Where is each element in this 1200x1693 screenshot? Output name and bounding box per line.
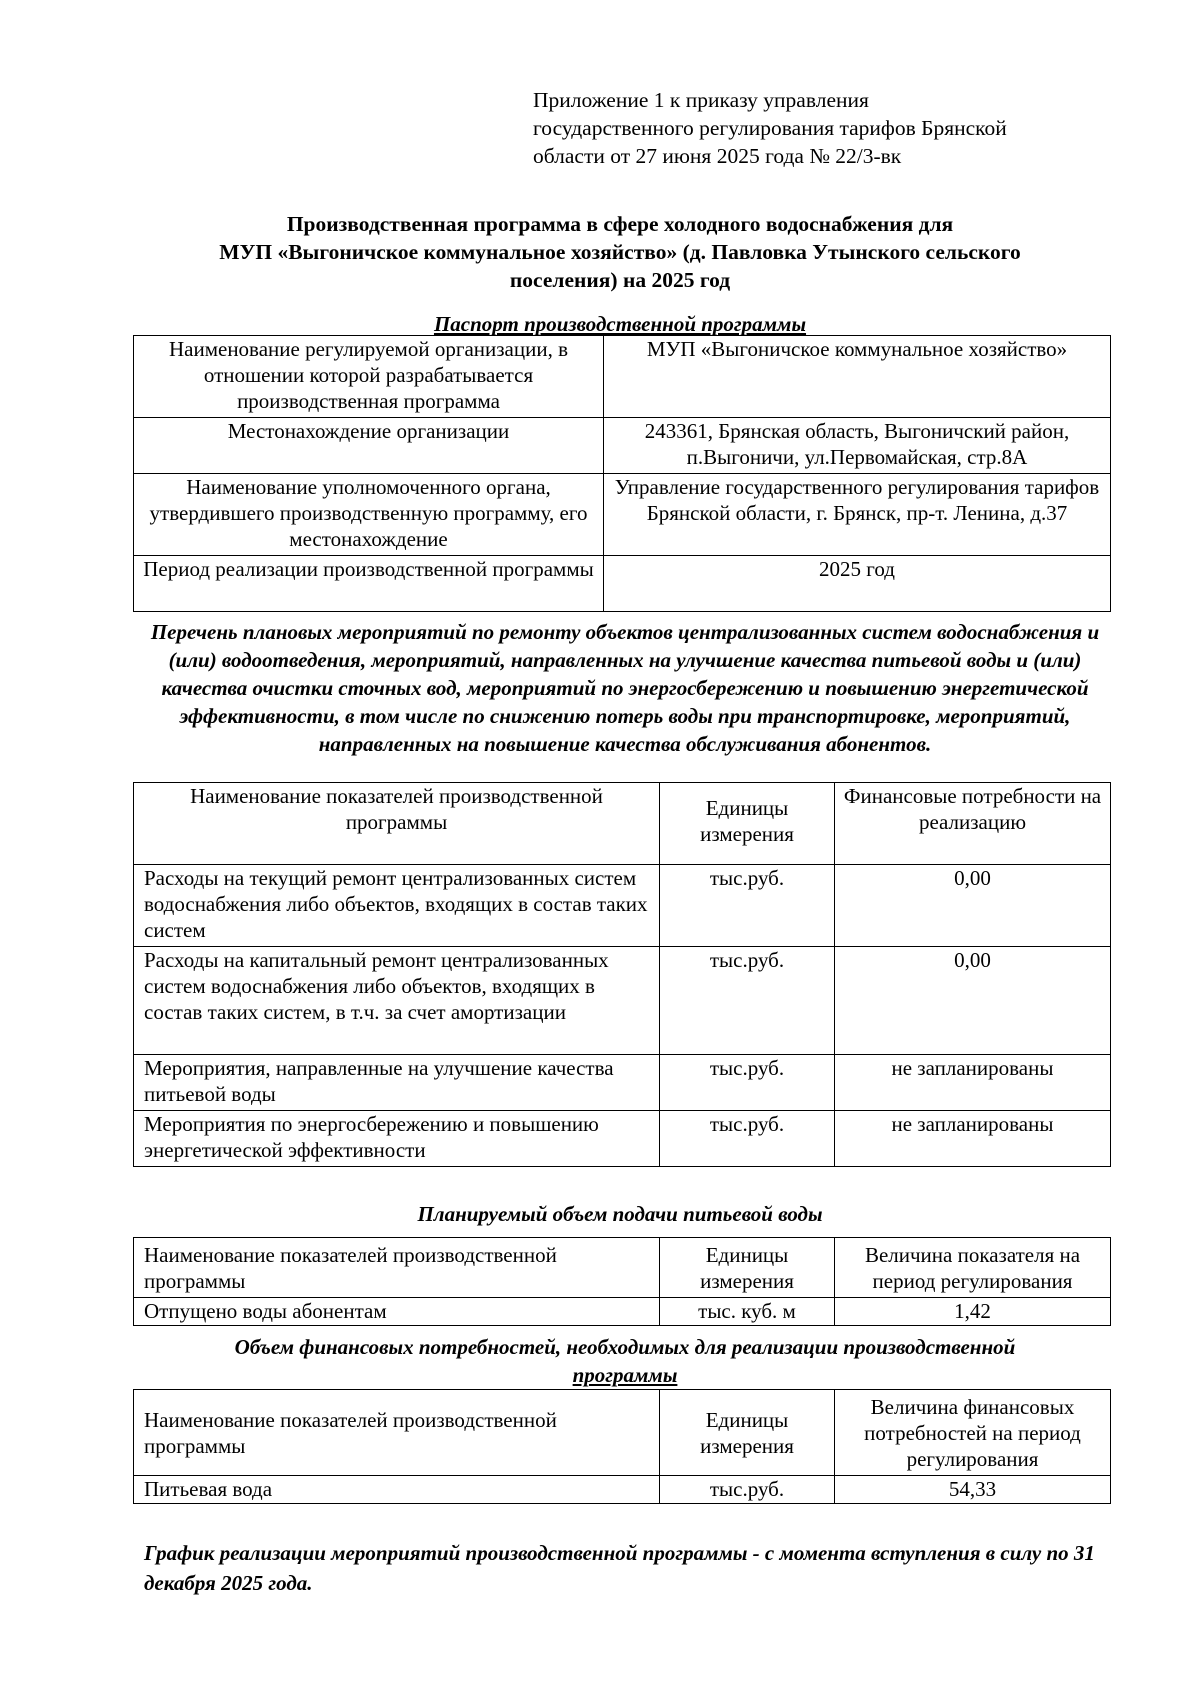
annex-reference (533, 86, 1093, 170)
passport-caption: Паспорт производственной программы (433, 312, 807, 336)
table-row (134, 1298, 1111, 1326)
supply-table (133, 1237, 1111, 1326)
measure-value: 0,00 (835, 947, 1111, 1055)
table-row (134, 418, 1111, 474)
annex-line: государственного регулирования тарифов Брянской (533, 116, 1007, 140)
measure-value: 0,00 (835, 865, 1111, 947)
measures-table (133, 782, 1111, 1167)
measure-name: Мероприятия по энергосбережению и повышению энергетической эффективности (134, 1111, 660, 1167)
finance-value: 54,33 (835, 1476, 1111, 1504)
passport-value: Управление государственного регулирования тарифов Брянской области, г. Брянск, пр-т. Ленина, д.37 (604, 474, 1111, 556)
header-name: Наименование показателей производственной программы (134, 1390, 660, 1476)
measure-name: Мероприятия, направленные на улучшение качества питьевой воды (134, 1055, 660, 1111)
header-value: Величина показателя на период регулирования (835, 1238, 1111, 1298)
table-row (134, 947, 1111, 1055)
annex-line: области от 27 июня 2025 года № 22/3-вк (533, 144, 902, 168)
passport-value: МУП «Выгоничское коммунальное хозяйство» (604, 336, 1111, 418)
header-unit: Единицы измерения (660, 783, 835, 865)
measure-unit: тыс.руб. (660, 865, 835, 947)
header-value: Величина финансовых потребностей на период регулирования (835, 1390, 1111, 1476)
measure-unit: тыс.руб. (660, 1055, 835, 1111)
passport-value: 243361, Брянская область, Выгоничский район, п.Выгоничи, ул.Первомайская, стр.8А (604, 418, 1111, 474)
table-row (134, 1055, 1111, 1111)
measure-value: не запланированы (835, 1055, 1111, 1111)
measure-value: не запланированы (835, 1111, 1111, 1167)
table-header-row (134, 1390, 1111, 1476)
supply-unit: тыс. куб. м (660, 1298, 835, 1326)
title-line: МУП «Выгоничское коммунальное хозяйство» (д. Павловка Утынского сельского (219, 240, 1021, 264)
annex-line: Приложение 1 к приказу управления (533, 88, 869, 112)
table-header-row (134, 783, 1111, 865)
header-name: Наименование показателей производственной программы (134, 1238, 660, 1298)
title-line: поселения) на 2025 год (509, 268, 731, 292)
document-title (130, 210, 1110, 294)
header-value: Финансовые потребности на реализацию (835, 783, 1111, 865)
measure-unit: тыс.руб. (660, 947, 835, 1055)
finance-unit: тыс.руб. (660, 1476, 835, 1504)
finance-caption: Объем финансовых потребностей, необходимых для реализации производственной программы (234, 1335, 1016, 1387)
supply-caption: Планируемый объем подачи питьевой воды (417, 1202, 823, 1226)
measure-unit: тыс.руб. (660, 1111, 835, 1167)
measure-name: Расходы на капитальный ремонт централизованных систем водоснабжения либо объектов, входящих в состав таких систем, в т.ч. за счет амортизации (134, 947, 660, 1055)
finance-table (133, 1389, 1111, 1504)
finance-name: Питьевая вода (134, 1476, 660, 1504)
supply-name: Отпущено воды абонентам (134, 1298, 660, 1326)
table-row (134, 865, 1111, 947)
header-unit: Единицы измерения (660, 1390, 835, 1476)
supply-value: 1,42 (835, 1298, 1111, 1326)
passport-label: Местонахождение организации (134, 418, 604, 474)
closing-statement: График реализации мероприятий производственной программы - с момента вступления в силу по 31 декабря 2025 года. (144, 1541, 1095, 1595)
passport-label: Наименование регулируемой организации, в отношении которой разрабатывается производственная программа (134, 336, 604, 418)
header-unit: Единицы измерения (660, 1238, 835, 1298)
measures-caption: Перечень плановых мероприятий по ремонту объектов централизованных систем водоснабжения и (или) водоотведения, мероприятий, направленных на улучшение качества питьевой воды и (или) качества очистки сточных вод, мероприятий по энергосбережению и повышению энергетической эффективности, в том числе по снижению потерь воды при транспортировке, мероприятий, направленных на повышение качества обслуживания абонентов. (150, 620, 1100, 756)
passport-value: 2025 год (604, 556, 1111, 612)
table-row (134, 556, 1111, 612)
passport-label: Наименование уполномоченного органа, утвердившего производственную программу, его местонахождение (134, 474, 604, 556)
measure-name: Расходы на текущий ремонт централизованных систем водоснабжения либо объектов, входящих в состав таких систем (134, 865, 660, 947)
passport-table (133, 335, 1111, 612)
table-row (134, 1111, 1111, 1167)
header-name: Наименование показателей производственной программы (134, 783, 660, 865)
table-header-row (134, 1238, 1111, 1298)
passport-label: Период реализации производственной программы (134, 556, 604, 612)
table-row (134, 1476, 1111, 1504)
table-row (134, 336, 1111, 418)
table-row (134, 474, 1111, 556)
title-line: Производственная программа в сфере холодного водоснабжения для (286, 212, 954, 236)
